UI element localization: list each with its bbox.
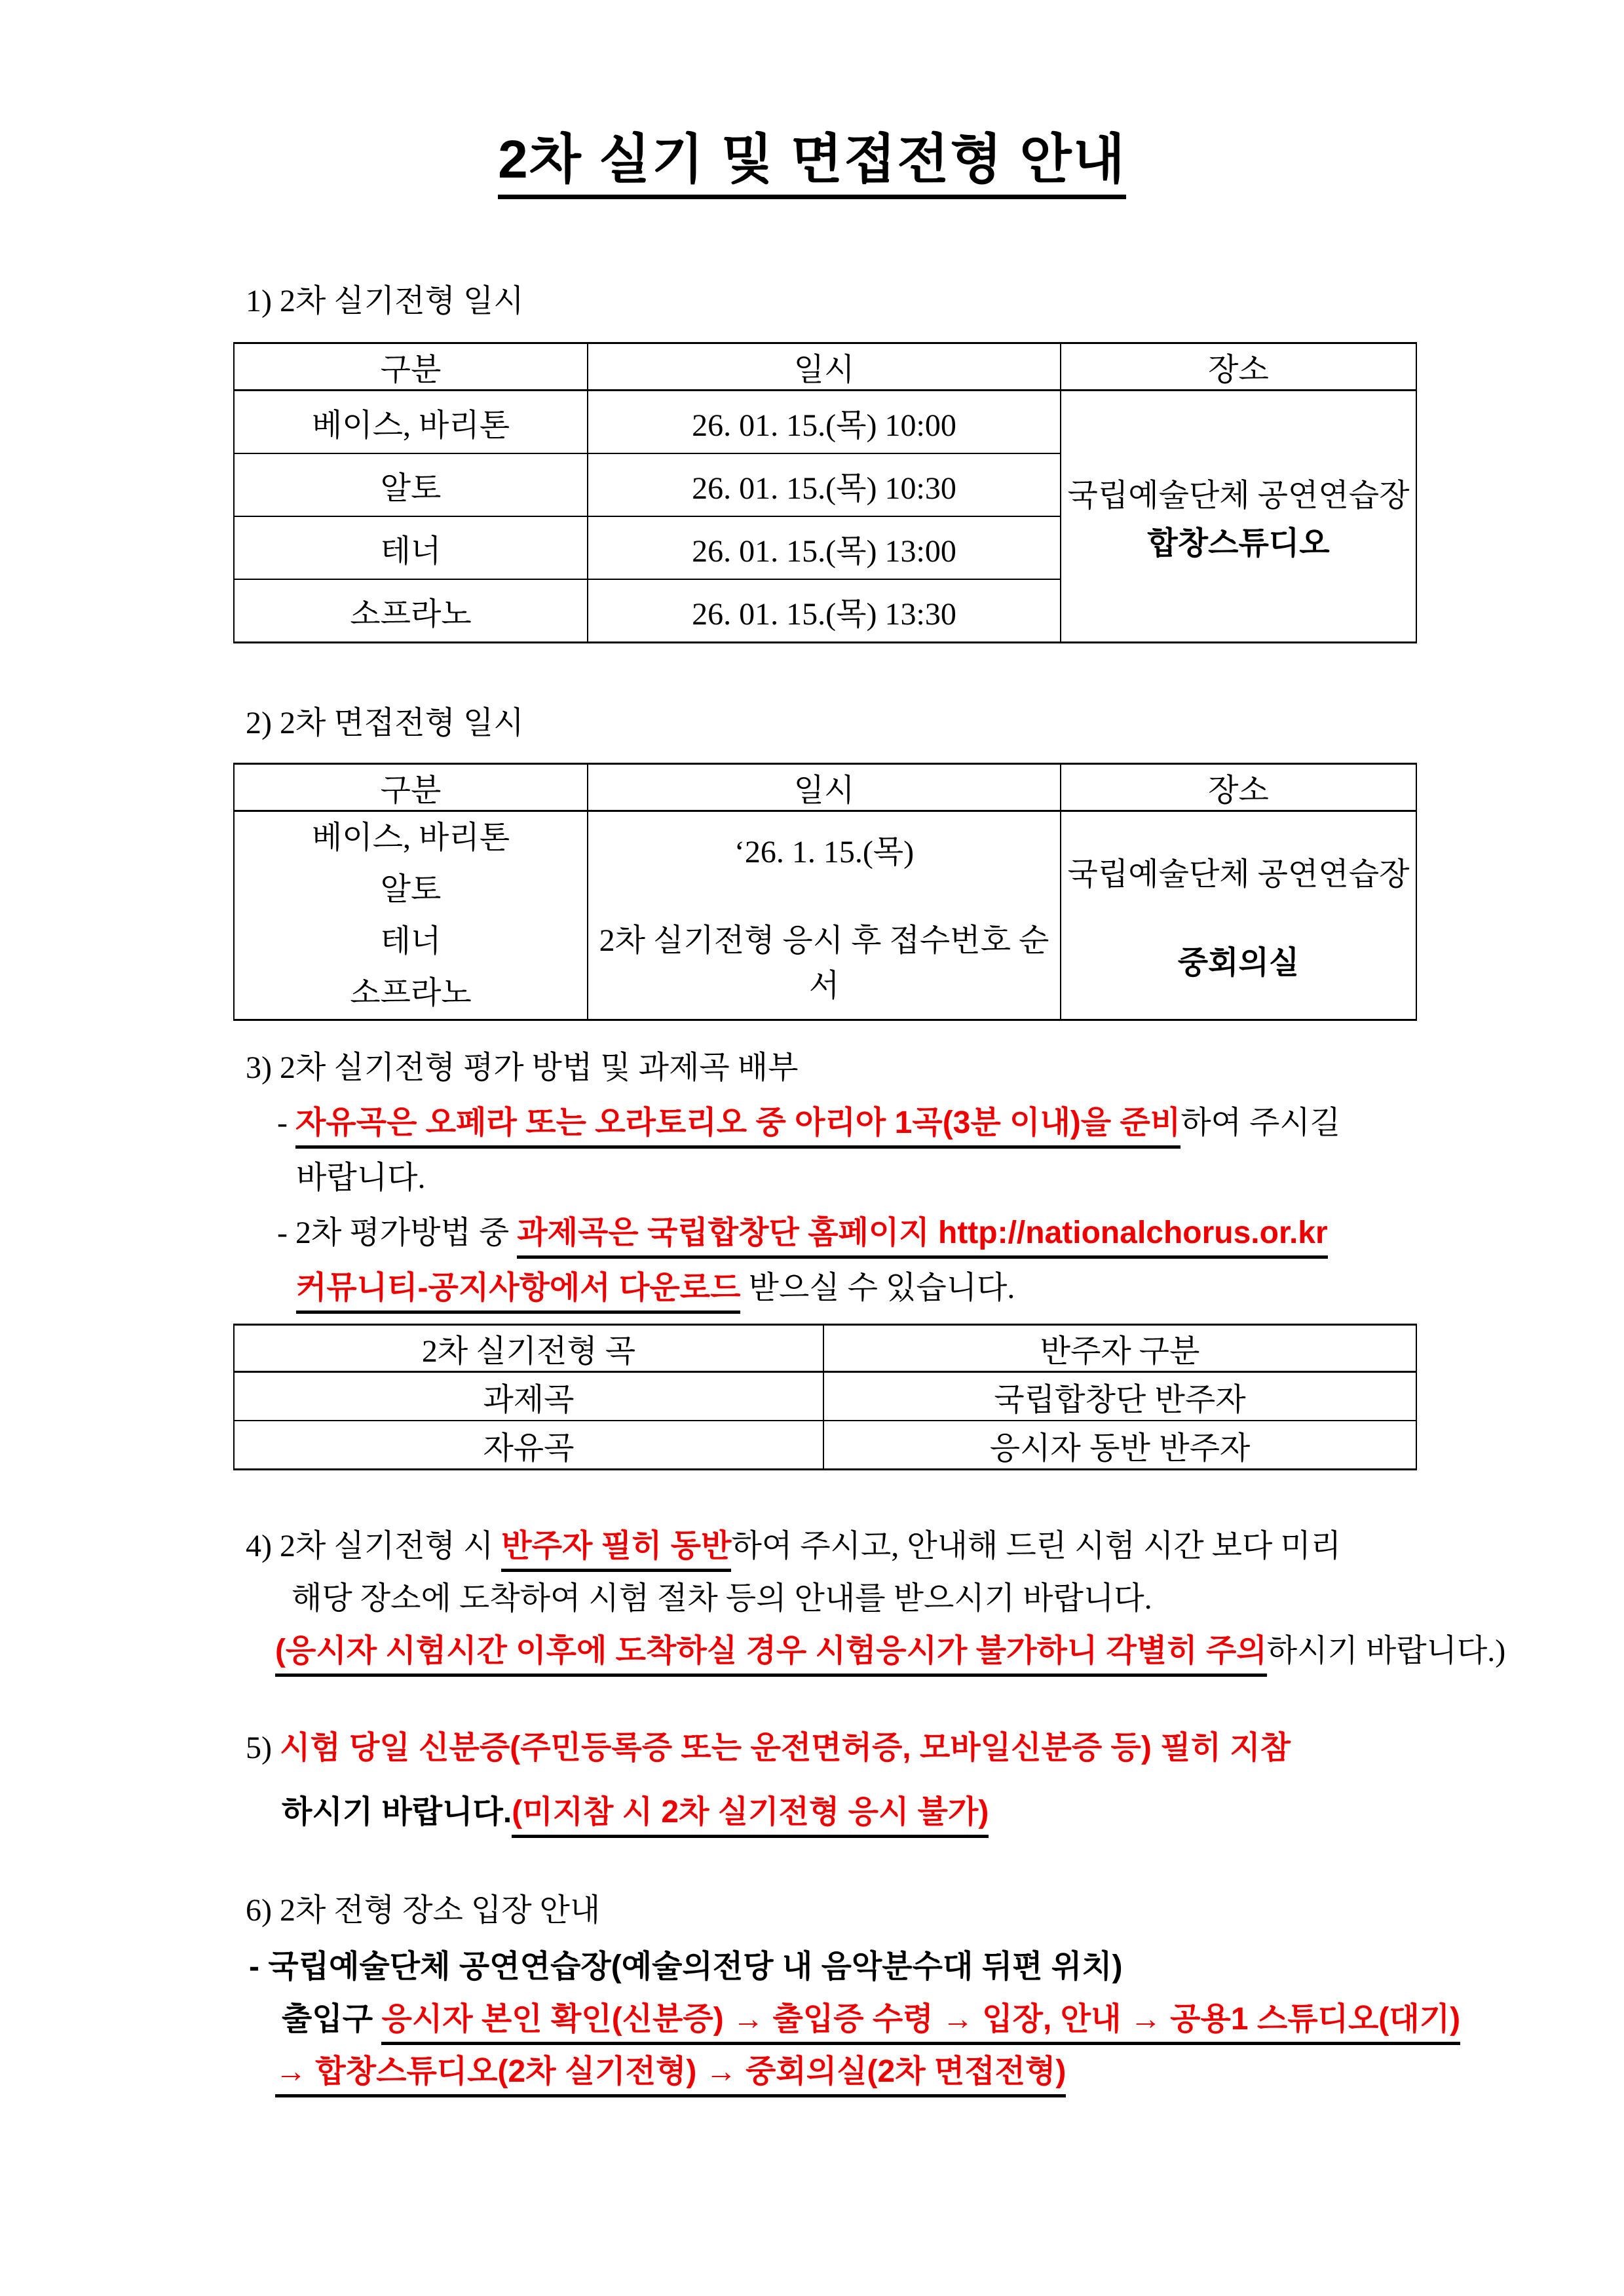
part-datetime: 26. 01. 15.(목) 13:00 (588, 516, 1061, 579)
page-title (0, 117, 1624, 193)
header-category: 구분 (234, 343, 588, 391)
section4-prefix: 4) 2차 실기전형 시 (246, 1529, 502, 1563)
part-name: 소프라노 (234, 579, 588, 643)
accompanist-type: 국립합창단 반주자 (823, 1372, 1416, 1421)
interview-order-note: 2차 실기전형 응시 후 접수번호 순서 (599, 923, 1049, 1003)
header-song-type: 2차 실기전형 곡 (234, 1325, 823, 1372)
table-header-row (234, 343, 1416, 391)
header-category: 구분 (234, 764, 588, 811)
interview-schedule-table (233, 763, 1417, 1021)
accompanist-type: 응시자 동반 반주자 (823, 1421, 1416, 1470)
song-type: 과제곡 (234, 1372, 823, 1421)
header-datetime: 일시 (588, 343, 1061, 391)
datetime-cell (588, 811, 1061, 1020)
header-accompanist-type: 반주자 구분 (823, 1325, 1416, 1372)
download-path: 커뮤니티-공지사항에서 다운로드 (296, 1271, 740, 1314)
section4-line1 (0, 1520, 1624, 1573)
bullet2-head: 2차 평가방법 중 (295, 1215, 518, 1250)
entry-flow-steps-1: 응시자 본인 확인(신분증) → 출입증 수령 → 입장, 안내 → 공용1 스튜디오(대기) (381, 2002, 1460, 2045)
bullet2-line2 (0, 1261, 1624, 1316)
table-row (234, 811, 1416, 1020)
id-required-note: 시험 당일 신분증(주민등록증 또는 운전면허증, 모바일신분증 등) 필히 지참 (279, 1731, 1291, 1765)
table-row (234, 391, 1416, 454)
section4-line2: 해당 장소에 도착하여 시험 절차 등의 안내를 받으시기 바랍니다. (292, 1581, 1152, 1616)
bullet2-line1 (0, 1206, 1624, 1261)
task-song-homepage: 과제곡은 국립합창단 홈페이지 (517, 1215, 938, 1259)
table-header-row (234, 764, 1416, 811)
table-header-row (234, 1325, 1416, 1372)
song-type: 자유곡 (234, 1421, 823, 1470)
entry-flow-line2 (0, 2046, 1624, 2098)
section4-tail1: 하여 주시고, 안내해 드린 시험 시간 보다 미리 (731, 1529, 1342, 1563)
website-url: http://nationalchorus.or.kr (938, 1215, 1328, 1259)
free-song-requirement: 자유곡은 오페라 또는 오라토리오 중 아리아 1곡(3분 이내)을 준비 (295, 1105, 1180, 1149)
table-row (234, 1372, 1416, 1421)
accompanist-table (233, 1324, 1417, 1470)
table-row (234, 1421, 1416, 1470)
part-name: 테너 (380, 924, 442, 959)
bullet-dash: - (277, 1105, 288, 1140)
entrance-label: 출입구 (282, 2002, 382, 2037)
practical-schedule-table (233, 342, 1417, 643)
section1-heading: 1) 2차 실기전형 일시 (246, 284, 524, 318)
bullet1-tail: 하여 주시길 (1180, 1105, 1341, 1140)
section4-line3 (0, 1625, 1624, 1677)
venue-location-note: - 국립예술단체 공연연습장(예술의전당 내 음악분수대 뒤편 위치) (249, 1949, 1123, 1984)
venue-line2: 중회의실 (1177, 946, 1300, 980)
section5-line2 (0, 1786, 1624, 1839)
header-venue: 장소 (1061, 764, 1416, 811)
section5-black-tail: 하시기 바랍니다. (282, 1795, 512, 1829)
section5-number: 5) (246, 1731, 280, 1765)
section5-line1 (0, 1722, 1624, 1774)
venue-line1: 국립예술단체 공연연습장 (1067, 857, 1410, 892)
interview-date: ‘26. 1. 15.(목) (734, 834, 915, 870)
bullet1-line1 (0, 1096, 1624, 1151)
part-name: 베이스, 바리톤 (234, 391, 588, 454)
venue-line1: 국립예술단체 공연연습장 (1067, 478, 1410, 513)
part-name: 테너 (234, 516, 588, 579)
venue-cell (1061, 391, 1416, 643)
no-id-no-exam-note: (미지참 시 2차 실기전형 응시 불가) (512, 1795, 989, 1838)
part-datetime: 26. 01. 15.(목) 13:30 (588, 579, 1061, 643)
entry-flow-line1 (0, 1993, 1624, 2046)
accompanist-required-note: 반주자 필히 동반 (501, 1529, 731, 1572)
section6-heading: 6) 2차 전형 장소 입장 안내 (246, 1893, 601, 1928)
late-arrival-warning: (응시자 시험시간 이후에 도착하실 경우 시험응시가 불가하니 각별히 주의 (275, 1634, 1267, 1677)
bullet-dash: - (277, 1215, 288, 1250)
header-datetime: 일시 (588, 764, 1061, 811)
bullet2-tail: 받으실 수 있습니다. (740, 1271, 1015, 1305)
part-name: 베이스, 바리톤 (311, 820, 510, 855)
page-title-text: 2차 실기 및 면접전형 안내 (498, 130, 1126, 199)
header-venue: 장소 (1061, 343, 1416, 391)
section4-tail2: 하시기 바랍니다.) (1266, 1634, 1506, 1668)
venue-line2: 합창스튜디오 (1147, 526, 1330, 561)
parts-cell (234, 811, 588, 1020)
section3-heading: 3) 2차 실기전형 평가 방법 및 과제곡 배부 (246, 1050, 799, 1085)
part-name: 알토 (380, 872, 442, 907)
entry-flow-steps-2: → 합창스튜디오(2차 실기전형) → 중회의실(2차 면접전형) (275, 2054, 1066, 2097)
bullet1-line2: 바랍니다. (296, 1160, 426, 1195)
part-datetime: 26. 01. 15.(목) 10:30 (588, 453, 1061, 516)
part-name: 소프라노 (350, 976, 472, 1010)
section2-heading: 2) 2차 면접전형 일시 (246, 706, 524, 740)
part-name: 알토 (234, 453, 588, 516)
part-datetime: 26. 01. 15.(목) 10:00 (588, 391, 1061, 454)
venue-cell (1061, 811, 1416, 1020)
